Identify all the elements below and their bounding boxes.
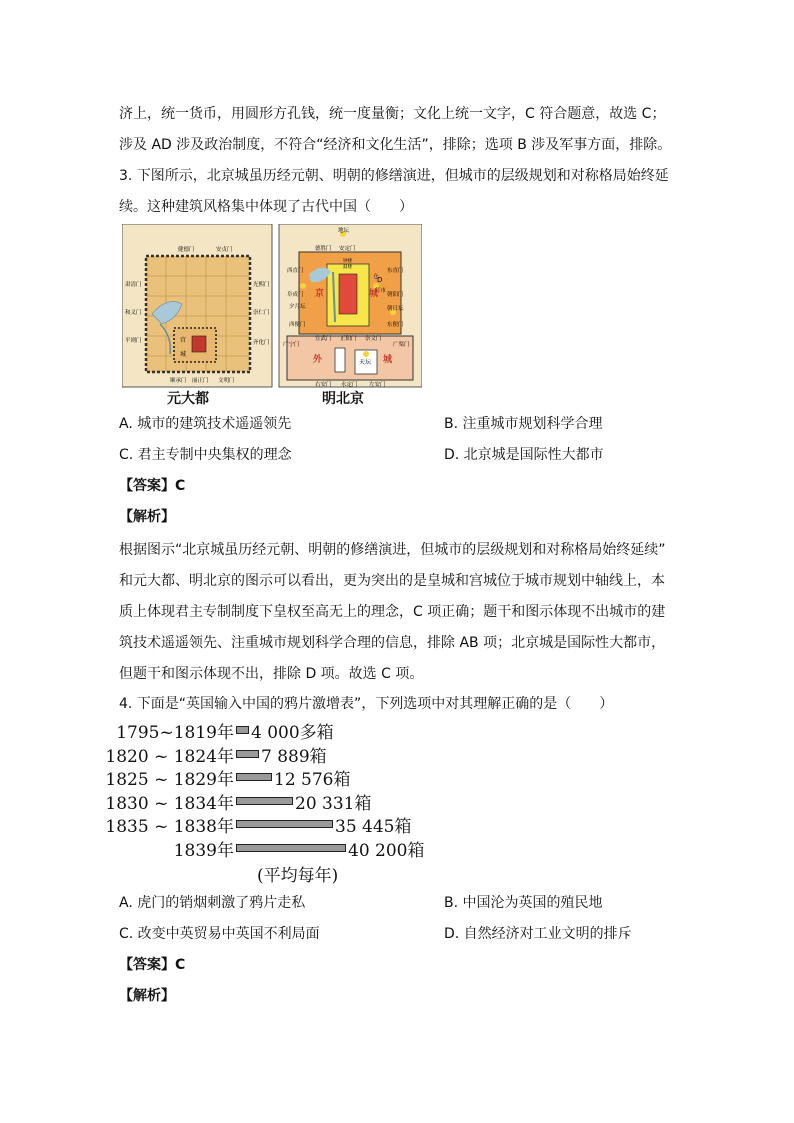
analysis-line: 筑技术遥遥领先、注重城市规划科学合理的信息，排除 AB 项；北京城是国际性大都市， xyxy=(119,635,666,651)
option-a: A. 虎门的销烟刺激了鸦片走私 xyxy=(119,895,306,911)
option-c: C. 改变中英贸易中英国不利局面 xyxy=(119,926,320,942)
svg-text:夕月坛: 夕月坛 xyxy=(289,304,306,310)
option-b: B. 中国沦为英国的殖民地 xyxy=(444,895,603,911)
analysis-label: 【解析】 xyxy=(119,988,175,1004)
chart-value-label: 12 576箱 xyxy=(274,770,351,790)
svg-text:和义门: 和义门 xyxy=(125,310,142,316)
svg-text:外: 外 xyxy=(313,355,323,365)
chart-category-label: 1835 ~ 1838年 xyxy=(105,817,234,837)
svg-text:朝日坛: 朝日坛 xyxy=(387,306,404,312)
chart-bar xyxy=(236,820,333,828)
maps-figure xyxy=(122,224,422,410)
chart-category-label: 1825 ~ 1829年 xyxy=(105,770,234,790)
analysis-line: 和元大都、明北京的图示可以看出，更为突出的是皇城和宫城位于城市规划中轴线上，本 xyxy=(119,573,665,589)
yuan-dadu-map xyxy=(122,224,272,387)
svg-text:D: D xyxy=(377,276,383,284)
map-caption-yuan: 元大都 xyxy=(167,391,209,407)
svg-text:德胜门: 德胜门 xyxy=(315,246,332,252)
svg-text:钟楼: 钟楼 xyxy=(343,259,352,264)
option-d: D. 自然经济对工业文明的排斥 xyxy=(444,926,632,942)
chart-category-label: 1830 ~ 1834年 xyxy=(105,793,234,814)
svg-text:城: 城 xyxy=(383,355,393,365)
svg-text:阜成门: 阜成门 xyxy=(287,292,304,298)
analysis-line: 根据图示“北京城虽历经元朝、明朝的修缮演进，但城市的层级规划和对称格局始终延续” xyxy=(119,542,666,558)
svg-text:文明门: 文明门 xyxy=(218,378,235,384)
option-b: B. 注重城市规划科学合理 xyxy=(444,416,603,432)
svg-text:仓: 仓 xyxy=(373,274,379,280)
svg-text:朝阳门: 朝阳门 xyxy=(387,292,404,298)
svg-text:永定门: 永定门 xyxy=(341,382,358,388)
svg-text:广渠门: 广渠门 xyxy=(393,342,410,348)
svg-text:肃清门: 肃清门 xyxy=(125,282,142,288)
analysis-line: 质上体现君主专制制度下皇权至高无上的理念，C 项正确；题干和图示体现不出城市的建 xyxy=(119,604,666,620)
chart-category-label: 1795~1819年 xyxy=(116,723,234,743)
svg-text:地坛: 地坛 xyxy=(338,228,350,234)
analysis-line: 但题干和图示体现不出，排除 D 项。故选 C 项。 xyxy=(119,666,424,682)
option-d: D. 北京城是国际性大都市 xyxy=(444,447,604,463)
svg-text:广宁门: 广宁门 xyxy=(283,342,300,348)
svg-text:正阳门: 正阳门 xyxy=(340,336,357,342)
svg-text:顺承门: 顺承门 xyxy=(170,378,187,384)
option-c: C. 君主专制中央集权的理念 xyxy=(119,447,292,463)
chart-bar xyxy=(236,797,293,805)
chart-value-label: 4 000多箱 xyxy=(251,723,334,743)
svg-text:光熙门: 光熙门 xyxy=(253,282,270,288)
svg-text:安贞门: 安贞门 xyxy=(216,247,233,253)
answer-label: 【答案】C xyxy=(119,957,186,973)
text-line: 涉及 AD 涉及政治制度，不符合“经济和文化生活”，排除；选项 B 涉及军事方面，排除。 xyxy=(119,137,672,153)
question-4-stem: 4. 下面是“英国输入中国的鸦片激增表”，下列选项中对其理解正确的是（ ） xyxy=(119,696,614,712)
city-maps-image xyxy=(122,224,422,410)
chart-bar xyxy=(236,773,272,781)
chart-value-label: 7 889箱 xyxy=(261,746,327,767)
svg-text:丽正门: 丽正门 xyxy=(192,378,209,384)
svg-text:右安门: 右安门 xyxy=(315,382,332,388)
svg-text:城: 城 xyxy=(180,351,187,358)
chart-bar xyxy=(236,726,249,734)
text-line: 济上，统一货币，用圆形方孔钱，统一度量衡；文化上统一文字，C 符合题意，故选 C； xyxy=(119,106,666,122)
svg-text:东便门: 东便门 xyxy=(387,322,404,328)
svg-text:宫: 宫 xyxy=(180,337,187,344)
analysis-label: 【解析】 xyxy=(119,509,175,525)
svg-text:齐化门: 齐化门 xyxy=(253,340,270,346)
svg-text:鼓楼: 鼓楼 xyxy=(343,265,352,270)
chart-value-label: 20 331箱 xyxy=(295,793,372,814)
svg-text:灯市: 灯市 xyxy=(375,288,387,294)
chart-bar xyxy=(236,844,346,852)
svg-text:天坛: 天坛 xyxy=(359,359,372,366)
opium-import-chart xyxy=(105,718,447,888)
chart-bar xyxy=(236,750,259,758)
svg-text:安定门: 安定门 xyxy=(339,246,356,252)
chart-value-label: 35 445箱 xyxy=(335,817,412,837)
svg-text:崇仁门: 崇仁门 xyxy=(253,310,270,316)
svg-text:东直门: 东直门 xyxy=(387,268,404,274)
svg-text:健德门: 健德门 xyxy=(178,247,195,253)
svg-text:宣武门: 宣武门 xyxy=(315,336,332,342)
chart-category-label: 1820 ~ 1824年 xyxy=(105,746,234,767)
ming-beijing-map xyxy=(279,224,422,388)
svg-text:西直门: 西直门 xyxy=(287,268,304,274)
option-a: A. 城市的建筑技术遥遥领先 xyxy=(119,416,292,432)
svg-text:左安门: 左安门 xyxy=(369,382,386,388)
svg-text:平则门: 平则门 xyxy=(125,338,142,344)
question-3-stem: 3. 下图所示，北京城虽历经元朝、明朝的修缮演进，但城市的层级规划和对称格局始终延 xyxy=(119,168,669,184)
chart-note: (平均每年) xyxy=(257,866,339,886)
svg-text:崇文门: 崇文门 xyxy=(365,336,382,342)
question-3-stem-cont: 续。这种建筑风格集中体现了古代中国（ ） xyxy=(119,199,413,215)
svg-text:京: 京 xyxy=(315,289,325,299)
chart-value-label: 40 200箱 xyxy=(348,840,425,861)
svg-text:西便门: 西便门 xyxy=(289,322,306,328)
map-caption-ming: 明北京 xyxy=(322,391,364,407)
svg-text:城: 城 xyxy=(369,289,379,299)
chart-category-label: 1839年 xyxy=(173,840,234,861)
answer-label: 【答案】C xyxy=(119,478,186,494)
